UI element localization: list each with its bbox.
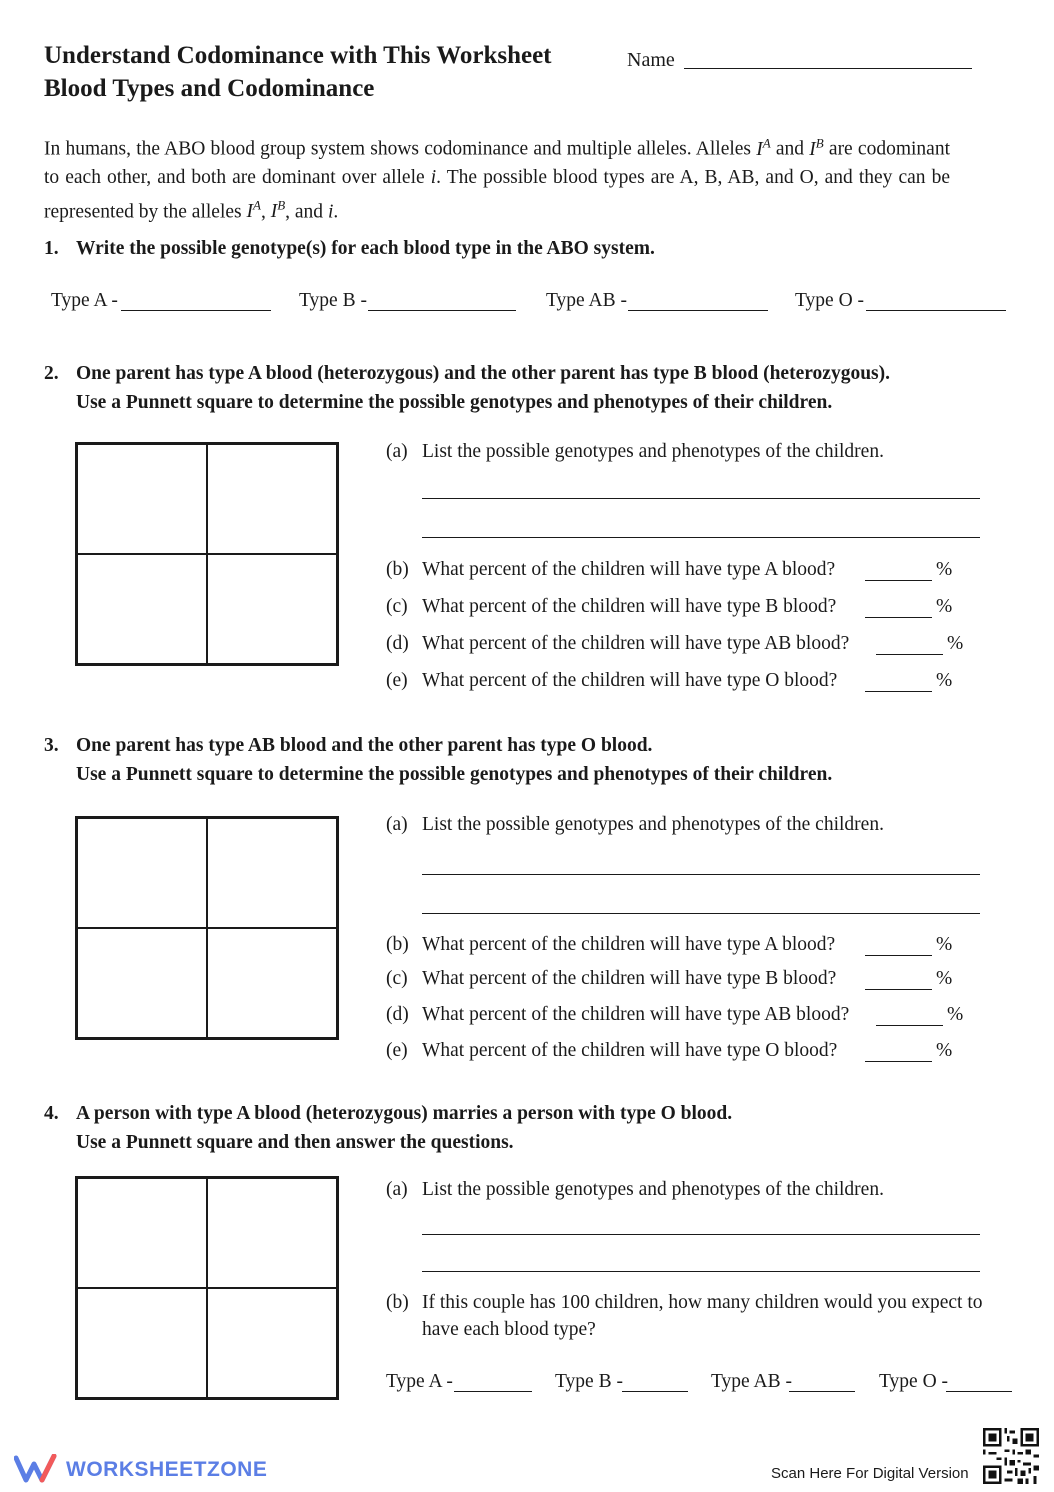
question-3: 3. One parent has type AB blood and the other parent has type O blood. Use a Punnett square to determine the possible genotypes and phenotypes of their children.	[44, 735, 833, 785]
punnett-cell[interactable]	[77, 1288, 207, 1398]
q2-e: (e) What percent of the children will have type O blood?	[386, 670, 838, 691]
punnett-cell[interactable]	[207, 928, 337, 1038]
question-2: 2. One parent has type A blood (heterozygous) and the other parent has type B blood (heterozygous). Use a Punnett square to determine the possible genotypes and phenotypes of their children.	[44, 363, 890, 413]
q1-type-ab-label: Type AB -	[546, 290, 627, 311]
question-1: 1. Write the possible genotype(s) for each blood type in the ABO system.	[44, 238, 655, 259]
q3-a-answer-line-2[interactable]	[422, 913, 980, 914]
percent-sign: %	[936, 559, 953, 580]
q3-c: (c) What percent of the children will have type B blood?	[386, 968, 837, 989]
q3-d-answer-field[interactable]	[876, 1025, 943, 1026]
percent-sign: %	[936, 934, 953, 955]
q1-type-b-label: Type B -	[299, 290, 367, 311]
q4-type-b-label: Type B -	[555, 1371, 623, 1392]
percent-sign: %	[947, 1004, 964, 1025]
q4-a-answer-line-1[interactable]	[422, 1234, 980, 1235]
q2-c: (c) What percent of the children will have type B blood?	[386, 596, 837, 617]
worksheetzone-logo-icon	[14, 1454, 60, 1484]
q3-c-answer-field[interactable]	[865, 989, 932, 990]
q2-b-answer-field[interactable]	[865, 580, 932, 581]
q3-b-answer-field[interactable]	[865, 955, 932, 956]
q3-d: (d) What percent of the children will have type AB blood?	[386, 1004, 850, 1025]
punnett-cell[interactable]	[207, 444, 337, 554]
q4-punnett-square[interactable]	[75, 1176, 339, 1400]
q4-a-answer-line-2[interactable]	[422, 1271, 980, 1272]
q2-a-answer-line-1[interactable]	[422, 498, 980, 499]
q1-type-ab-field[interactable]	[628, 310, 768, 311]
q3-punnett-square[interactable]	[75, 816, 339, 1040]
q4-type-a-label: Type A -	[386, 1371, 453, 1392]
percent-sign: %	[947, 633, 964, 654]
q3-a: (a) List the possible genotypes and phenotypes of the children.	[386, 814, 884, 835]
punnett-cell[interactable]	[207, 1288, 337, 1398]
punnett-cell[interactable]	[207, 554, 337, 664]
q1-type-a-label: Type A -	[51, 290, 118, 311]
worksheet-title: Understand Codominance with This Worksheet	[44, 42, 552, 69]
punnett-cell[interactable]	[207, 818, 337, 928]
intro-paragraph: In humans, the ABO blood group system shows codominance and multiple alleles. Alleles $I^A$ and $I^B$ are codominant to each other, and both are dominant over allele i. The possible blood types are A, B, AB, and O, and they can be represented by the alleles $I^A$, $I^B$, and i.	[44, 135, 950, 222]
q4-type-ab-field[interactable]	[789, 1391, 855, 1392]
q3-e: (e) What percent of the children will have type O blood?	[386, 1040, 838, 1061]
q1-type-b-field[interactable]	[368, 310, 516, 311]
name-label: Name	[627, 49, 675, 71]
scan-text: Scan Here For Digital Version	[771, 1465, 969, 1482]
q2-c-answer-field[interactable]	[865, 617, 932, 618]
q4-b-continued: have each blood type?	[422, 1319, 596, 1340]
q2-a: (a) List the possible genotypes and phenotypes of the children.	[386, 441, 884, 462]
punnett-cell[interactable]	[77, 818, 207, 928]
qr-code-icon[interactable]	[983, 1428, 1039, 1484]
punnett-cell[interactable]	[77, 444, 207, 554]
q4-type-b-field[interactable]	[622, 1391, 688, 1392]
q1-type-o-field[interactable]	[866, 310, 1006, 311]
punnett-cell[interactable]	[77, 928, 207, 1038]
q3-e-answer-field[interactable]	[865, 1061, 932, 1062]
question-4: 4. A person with type A blood (heterozygous) marries a person with type O blood. Use a Punnett square and then answer the questions.	[44, 1103, 733, 1153]
q4-b: (b) If this couple has 100 children, how many children would you expect to	[386, 1292, 983, 1313]
q4-type-o-label: Type O -	[879, 1371, 949, 1392]
percent-sign: %	[936, 596, 953, 617]
q2-d: (d) What percent of the children will have type AB blood?	[386, 633, 850, 654]
q2-punnett-square[interactable]	[75, 442, 339, 666]
q4-type-o-field[interactable]	[946, 1391, 1012, 1392]
name-field[interactable]	[684, 68, 972, 69]
q3-b: (b) What percent of the children will have type A blood?	[386, 934, 836, 955]
q4-type-ab-label: Type AB -	[711, 1371, 792, 1392]
brand-name: WORKSHEETZONE	[66, 1458, 268, 1481]
worksheet-subtitle: Blood Types and Codominance	[44, 75, 375, 102]
punnett-cell[interactable]	[207, 1178, 337, 1288]
punnett-cell[interactable]	[77, 1178, 207, 1288]
punnett-cell[interactable]	[77, 554, 207, 664]
percent-sign: %	[936, 968, 953, 989]
q2-a-answer-line-2[interactable]	[422, 537, 980, 538]
q2-e-answer-field[interactable]	[865, 691, 932, 692]
q2-d-answer-field[interactable]	[876, 654, 943, 655]
q2-b: (b) What percent of the children will have type A blood?	[386, 559, 836, 580]
q1-type-a-field[interactable]	[121, 310, 271, 311]
q3-a-answer-line-1[interactable]	[422, 874, 980, 875]
percent-sign: %	[936, 670, 953, 691]
q1-type-o-label: Type O -	[795, 290, 865, 311]
q4-type-a-field[interactable]	[454, 1391, 532, 1392]
percent-sign: %	[936, 1040, 953, 1061]
q4-a: (a) List the possible genotypes and phenotypes of the children.	[386, 1179, 884, 1200]
